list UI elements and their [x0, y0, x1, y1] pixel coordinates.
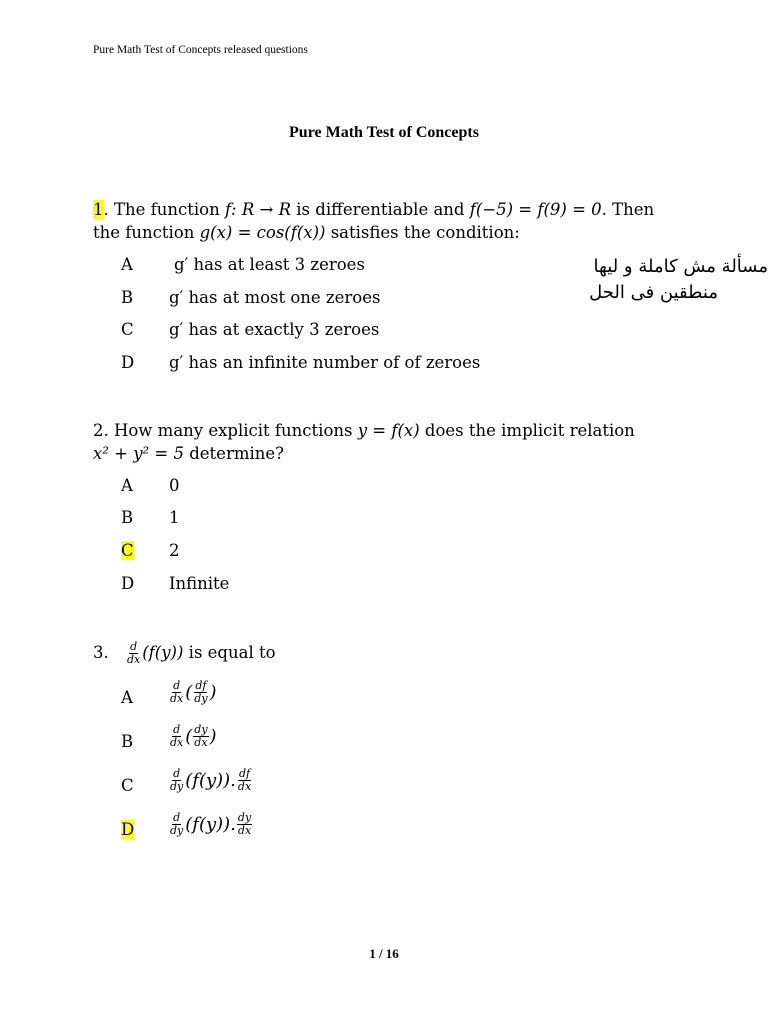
- q1-option-b-letter: B: [121, 288, 134, 307]
- q3-option-d-letter: D: [121, 820, 135, 839]
- q2-option-b-text: 1: [169, 508, 180, 527]
- q2-option-d-text: Infinite: [169, 574, 230, 593]
- note-line-2: منطقين فى الحل: [589, 282, 718, 303]
- page-header: Pure Math Test of Concepts released questions: [93, 44, 308, 56]
- question-3-stem: 3. $\frac{d}{dx}$ (f(y)) is equal to: [93, 640, 276, 666]
- q2-option-a-letter: A: [121, 476, 133, 495]
- q3-option-b-math: $\frac{d}{dx}$ ( $\frac{dy}{dx}$ ): [170, 723, 217, 749]
- math-zero-condition: f(−5) = f(9) = 0: [469, 200, 602, 219]
- q1-option-a-text: g′ has at least 3 zeroes: [174, 255, 365, 274]
- math-function-map: f: R → R: [224, 200, 292, 219]
- q1-option-d-text: g′ has an infinite number of of zeroes: [169, 353, 481, 372]
- note-line-1: مسألة مش كاملة و ليها: [593, 256, 768, 277]
- q1-option-b-text: g′ has at most one zeroes: [169, 288, 381, 307]
- question-1-number: 1: [93, 200, 104, 219]
- question-2-stem: 2. How many explicit functions y = f(x) does the implicit relation x² + y² = 5 determine?: [93, 421, 635, 463]
- handwritten-note: [589, 254, 768, 306]
- q2-option-b-letter: B: [121, 508, 134, 527]
- q2-option-c-text: 2: [169, 541, 180, 560]
- math-implicit-relation: x² + y² = 5: [93, 444, 184, 463]
- q1-option-a-letter: A: [121, 255, 133, 274]
- q3-option-c-letter: C: [121, 776, 134, 795]
- math-g-definition: g(x) = cos(f(x)): [199, 223, 326, 242]
- page-number: 1 / 16: [369, 946, 399, 961]
- q3-option-c-math: $\frac{d}{dy}$ (f(y)). $\frac{df}{dx}$: [170, 767, 252, 793]
- q2-option-a-text: 0: [169, 476, 180, 495]
- q2-option-d-letter: D: [121, 574, 135, 593]
- question-1-stem: 1. The function f: R → R is differentiable and f(−5) = f(9) = 0. Then the function g(x) = cos(f(x)) satisfies the condition:: [93, 200, 655, 242]
- derivative-d-dx: $\frac{d}{dx}$: [127, 640, 141, 666]
- question-3-number: 3.: [93, 643, 109, 662]
- q1-option-d-letter: D: [121, 353, 135, 372]
- q3-option-d-math: $\frac{d}{dy}$ (f(y)). $\frac{dy}{dx}$: [170, 811, 252, 837]
- q3-option-b-letter: B: [121, 732, 134, 751]
- math-explicit-function: y = f(x): [357, 421, 420, 440]
- q3-option-a-math: $\frac{d}{dx}$ ( $\frac{df}{dy}$ ): [170, 679, 217, 705]
- q1-option-c-text: g′ has at exactly 3 zeroes: [169, 320, 380, 339]
- q3-option-a-letter: A: [121, 688, 133, 707]
- page-title: Pure Math Test of Concepts: [289, 124, 479, 141]
- math-f-of-y: (f(y)): [142, 643, 184, 662]
- q1-option-c-letter: C: [121, 320, 134, 339]
- q2-option-c-letter: C: [121, 541, 134, 560]
